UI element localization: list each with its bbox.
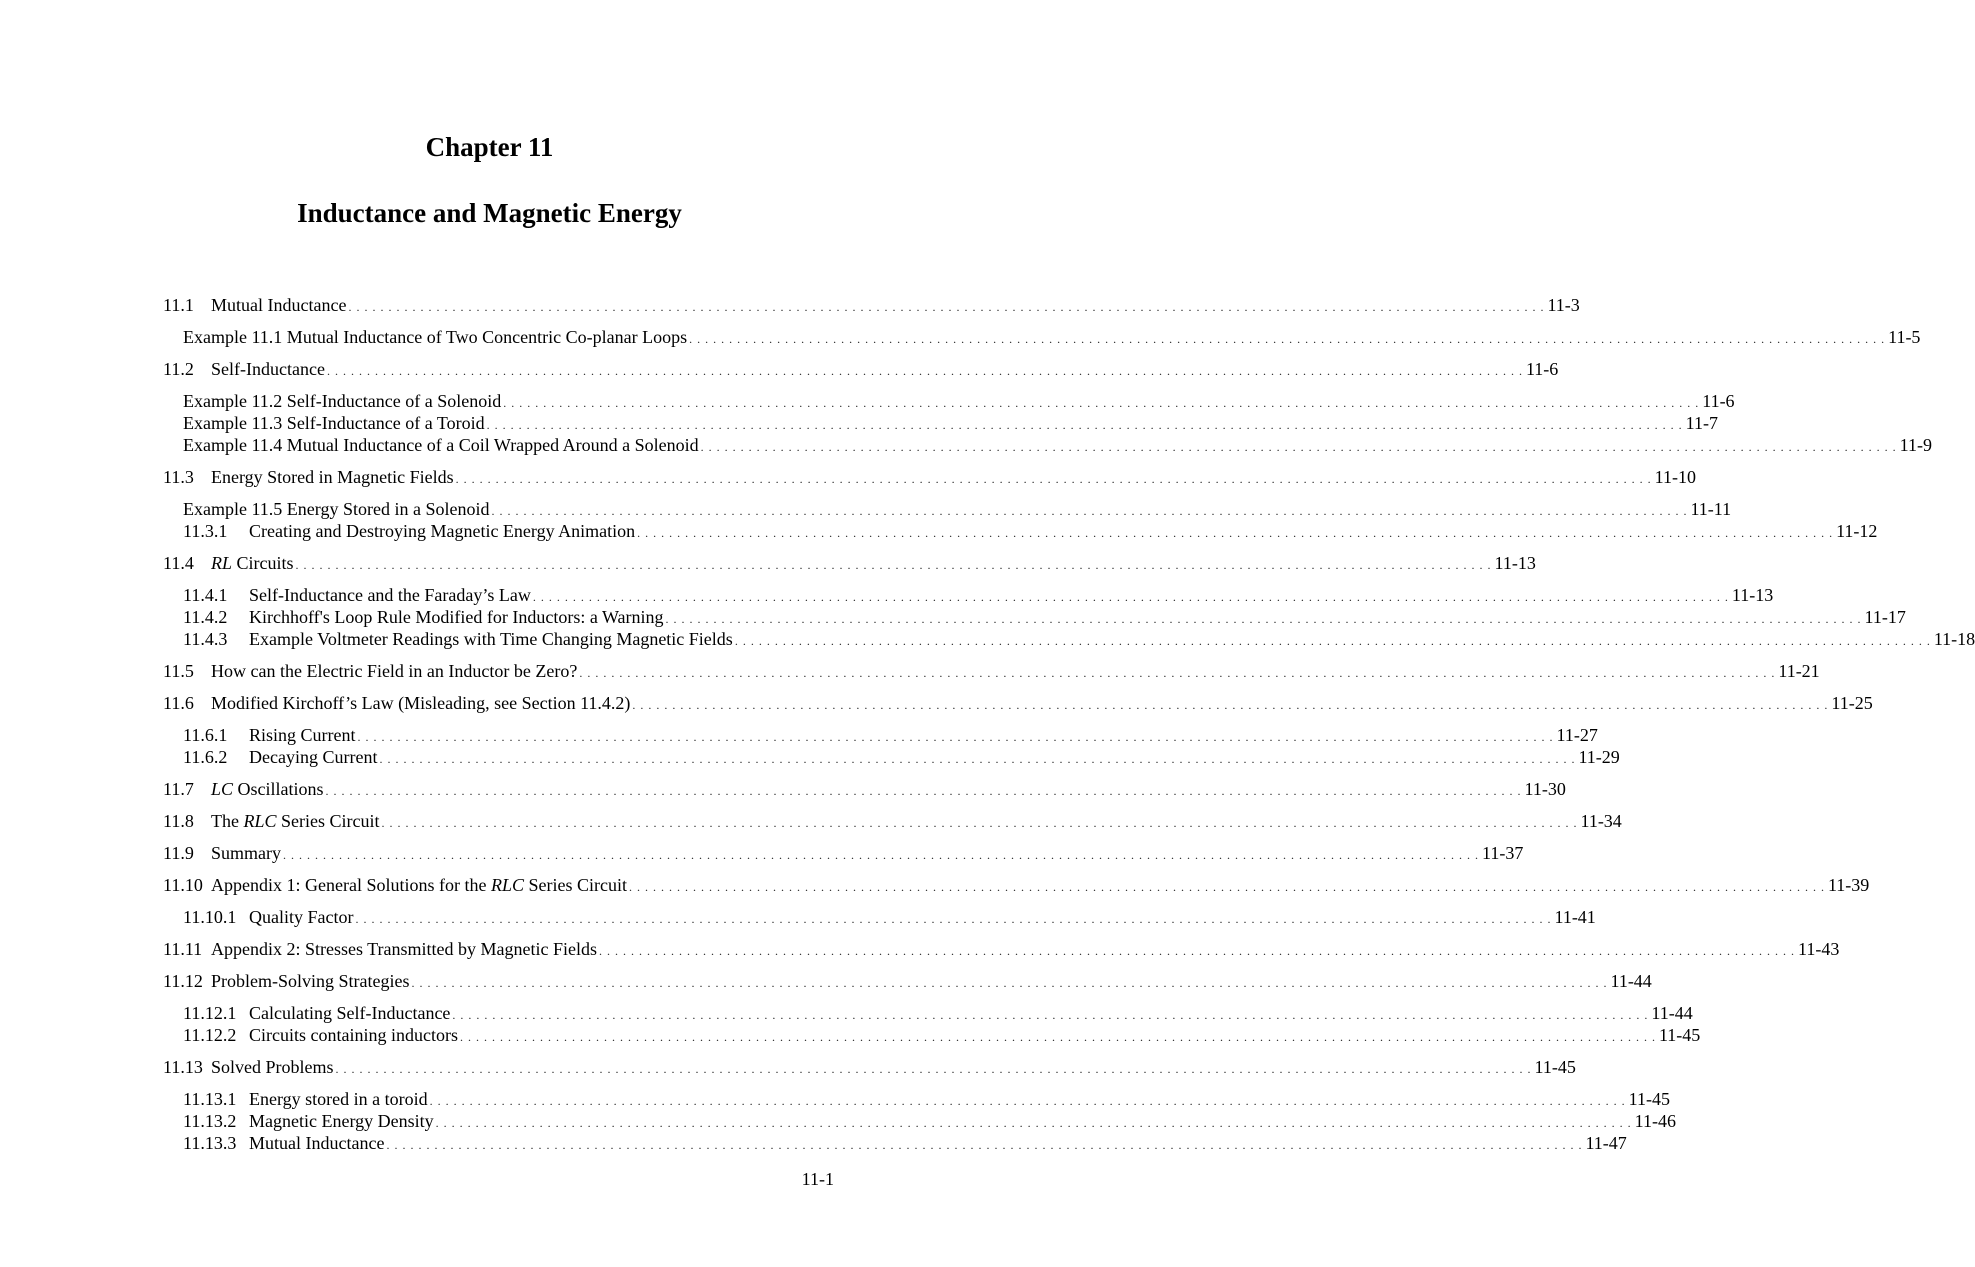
toc-title-part: Series Circuit — [523, 875, 627, 895]
toc-page-number: 11-6 — [1525, 359, 1559, 379]
toc-entry[interactable] — [163, 842, 1524, 864]
toc-section-number: 11.4 — [163, 553, 194, 573]
toc-section-number: 11.4.2 — [183, 607, 228, 627]
toc-section-number: 11.13.1 — [183, 1089, 237, 1109]
toc-entry-title — [249, 1088, 428, 1110]
toc-dot-leader: . . . . . . . . . . . . . . . . . . . . . . . . . . . . . . . . . . . . . . . . . . . . . . . . . . . . . . . . . . . . . . . . . . . . . . . . . . . . . . . . . . . . . . . . . . . . . . . . . . . . . . . . . . . . . . . . . . . . . . . . . . . . . . . . . . . . . . . . . . . . . . . . . . . . . . — [637, 526, 1834, 540]
toc-title-part: Self-Inductance and the Faraday’s Law — [249, 585, 531, 605]
toc-title-part: Example 11.2 Self-Inductance of a Solenoid — [183, 391, 502, 411]
toc-dot-leader: . . . . . . . . . . . . . . . . . . . . . . . . . . . . . . . . . . . . . . . . . . . . . . . . . . . . . . . . . . . . . . . . . . . . . . . . . . . . . . . . . . . . . . . . . . . . . . . . . . . . . . . . . . . . . . . . . . . . . . . . . . . . . . . . . . . . . . . . . . . . . . . . . . . . . . — [632, 698, 1829, 712]
toc-entry-title — [211, 970, 409, 992]
toc-page-number: 11-11 — [1690, 499, 1732, 519]
toc-entry[interactable] — [163, 724, 1598, 746]
toc-page-number: 11-18 — [1933, 629, 1975, 649]
toc-dot-leader: . . . . . . . . . . . . . . . . . . . . . . . . . . . . . . . . . . . . . . . . . . . . . . . . . . . . . . . . . . . . . . . . . . . . . . . . . . . . . . . . . . . . . . . . . . . . . . . . . . . . . . . . . . . . . . . . . . . . . . . . . . . . . . . . . . . . . . . . . . . . . . . . . . . . . . — [335, 1062, 1532, 1076]
toc-title-italic-part: LC — [211, 779, 234, 799]
toc-entry[interactable] — [163, 1110, 1676, 1132]
toc-entry-title — [211, 466, 454, 488]
toc-dot-leader: . . . . . . . . . . . . . . . . . . . . . . . . . . . . . . . . . . . . . . . . . . . . . . . . . . . . . . . . . . . . . . . . . . . . . . . . . . . . . . . . . . . . . . . . . . . . . . . . . . . . . . . . . . . . . . . . . . . . . . . . . . . . . . . . . . . . . . . . . . . . . . . . . . . . . . — [486, 418, 1683, 432]
toc-page-number: 11-44 — [1651, 1003, 1693, 1023]
toc-entry[interactable] — [163, 412, 1718, 434]
toc-entry-title — [211, 874, 627, 896]
toc-entry-title — [249, 1132, 384, 1154]
toc-entry[interactable] — [163, 358, 1559, 380]
toc-title-part: Kirchhoff's Loop Rule Modified for Inductors: a Warning — [249, 607, 664, 627]
toc-section-number: 11.6.1 — [183, 725, 228, 745]
toc-section-number: 11.9 — [163, 843, 194, 863]
toc-entry[interactable] — [163, 906, 1596, 928]
toc-entry-title — [183, 498, 489, 520]
toc-page-number: 11-43 — [1798, 939, 1840, 959]
toc-section-number: 11.8 — [163, 811, 194, 831]
toc-entry-title — [183, 412, 485, 434]
toc-section-number: 11.13 — [163, 1057, 203, 1077]
toc-page-number: 11-37 — [1482, 843, 1524, 863]
toc-title-part: Creating and Destroying Magnetic Energy Animation — [249, 521, 636, 541]
toc-dot-leader: . . . . . . . . . . . . . . . . . . . . . . . . . . . . . . . . . . . . . . . . . . . . . . . . . . . . . . . . . . . . . . . . . . . . . . . . . . . . . . . . . . . . . . . . . . . . . . . . . . . . . . . . . . . . . . . . . . . . . . . . . . . . . . . . . . . . . . . . . . . . . . . . . . . . . . — [411, 976, 1608, 990]
toc-entry[interactable] — [163, 606, 1906, 628]
toc-title-part: Circuits — [232, 553, 294, 573]
toc-section-number: 11.12.1 — [183, 1003, 237, 1023]
toc-page-number: 11-9 — [1899, 435, 1932, 455]
toc-dot-leader: . . . . . . . . . . . . . . . . . . . . . . . . . . . . . . . . . . . . . . . . . . . . . . . . . . . . . . . . . . . . . . . . . . . . . . . . . . . . . . . . . . . . . . . . . . . . . . . . . . . . . . . . . . . . . . . . . . . . . . . . . . . . . . . . . . . . . . . . . . . . . . . . . . . . . . — [429, 1094, 1626, 1108]
toc-entry-title — [211, 552, 294, 574]
toc-entry[interactable] — [163, 434, 1932, 456]
toc-page-number: 11-39 — [1827, 875, 1870, 895]
toc-entry[interactable] — [163, 874, 1870, 896]
toc-title-part: Decaying Current — [249, 747, 378, 767]
toc-entry[interactable] — [163, 1002, 1693, 1024]
toc-entry-title — [211, 938, 597, 960]
toc-dot-leader: . . . . . . . . . . . . . . . . . . . . . . . . . . . . . . . . . . . . . . . . . . . . . . . . . . . . . . . . . . . . . . . . . . . . . . . . . . . . . . . . . . . . . . . . . . . . . . . . . . . . . . . . . . . . . . . . . . . . . . . . . . . . . . . . . . . . . . . . . . . . . . . . . . . . . . — [459, 1030, 1656, 1044]
toc-section-number: 11.3 — [163, 467, 194, 487]
toc-title-part: Example 11.5 Energy Stored in a Solenoid — [183, 499, 490, 519]
toc-dot-leader: . . . . . . . . . . . . . . . . . . . . . . . . . . . . . . . . . . . . . . . . . . . . . . . . . . . . . . . . . . . . . . . . . . . . . . . . . . . . . . . . . . . . . . . . . . . . . . . . . . . . . . . . . . . . . . . . . . . . . . . . . . . . . . . . . . . . . . . . . . . . . . . . . . . . . . — [283, 848, 1479, 862]
toc-page-number: 11-7 — [1685, 413, 1718, 433]
toc-entry[interactable] — [163, 498, 1732, 520]
toc-page-number: 11-17 — [1864, 607, 1906, 627]
toc-entry-title — [211, 842, 281, 864]
toc-dot-leader: . . . . . . . . . . . . . . . . . . . . . . . . . . . . . . . . . . . . . . . . . . . . . . . . . . . . . . . . . . . . . . . . . . . . . . . . . . . . . . . . . . . . . . . . . . . . . . . . . . . . . . . . . . . . . . . . . . . . . . . . . . . . . . . . . . . . . . . . . . . . . . . . . . . . . . — [326, 364, 1523, 378]
toc-page-number: 11-3 — [1547, 295, 1580, 315]
toc-title-part: Example 11.4 Mutual Inductance of a Coil Wrapped Around a Solenoid — [183, 435, 699, 455]
toc-title-part: Self-Inductance — [211, 359, 325, 379]
toc-page-number: 11-41 — [1554, 907, 1596, 927]
toc-dot-leader: . . . . . . . . . . . . . . . . . . . . . . . . . . . . . . . . . . . . . . . . . . . . . . . . . . . . . . . . . . . . . . . . . . . . . . . . . . . . . . . . . . . . . . . . . . . . . . . . . . . . . . . . . . . . . . . . . . . . . . . . . . . . . . . . . . . . . . . . . . . . . . . . . . . . . . — [665, 612, 1862, 626]
toc-dot-leader: . . . . . . . . . . . . . . . . . . . . . . . . . . . . . . . . . . . . . . . . . . . . . . . . . . . . . . . . . . . . . . . . . . . . . . . . . . . . . . . . . . . . . . . . . . . . . . . . . . . . . . . . . . . . . . . . . . . . . . . . . . . . . . . . . . . . . . . . . . . . . . . . . . . . . . — [295, 558, 1492, 572]
toc-entry-title — [211, 660, 577, 682]
toc-entry[interactable] — [163, 778, 1566, 800]
toc-dot-leader: . . . . . . . . . . . . . . . . . . . . . . . . . . . . . . . . . . . . . . . . . . . . . . . . . . . . . . . . . . . . . . . . . . . . . . . . . . . . . . . . . . . . . . . . . . . . . . . . . . . . . . . . . . . . . . . . . . . . . . . . . . . . . . . . . . . . . . . . . . . . . . . . . . . . . . — [325, 784, 1522, 798]
toc-entry[interactable] — [163, 390, 1735, 412]
toc-title-italic-part: RL — [211, 553, 233, 573]
toc-section-number: 11.4.3 — [183, 629, 228, 649]
toc-page-number: 11-13 — [1494, 553, 1536, 573]
toc-title-part: Rising Current — [249, 725, 356, 745]
toc-title-part: Example 11.3 Self-Inductance of a Toroid — [183, 413, 485, 433]
toc-entry-title — [211, 692, 630, 714]
toc-page-number: 11-27 — [1556, 725, 1598, 745]
toc-dot-leader: . . . . . . . . . . . . . . . . . . . . . . . . . . . . . . . . . . . . . . . . . . . . . . . . . . . . . . . . . . . . . . . . . . . . . . . . . . . . . . . . . . . . . . . . . . . . . . . . . . . . . . . . . . . . . . . . . . . . . . . . . . . . . . . . . . . . . . . . . . . . . . . . . . . . . . — [435, 1116, 1632, 1130]
toc-entry-title — [249, 724, 356, 746]
toc-page-number: 11-5 — [1888, 327, 1921, 347]
toc-page-number: 11-45 — [1628, 1089, 1670, 1109]
toc-entry-title — [249, 1024, 458, 1046]
toc-dot-leader: . . . . . . . . . . . . . . . . . . . . . . . . . . . . . . . . . . . . . . . . . . . . . . . . . . . . . . . . . . . . . . . . . . . . . . . . . . . . . . . . . . . . . . . . . . . . . . . . . . . . . . . . . . . . . . . . . . . . . . . . . . . . . . . . . . . . . . . . . . . . . . . . . . . . . . — [599, 944, 1795, 958]
toc-section-number: 11.12 — [163, 971, 203, 991]
toc-entry[interactable] — [163, 584, 1774, 606]
toc-page-number: 11-6 — [1702, 391, 1735, 411]
toc-title-italic-part: RLC — [243, 811, 277, 831]
toc-title-part: Oscillations — [233, 779, 324, 799]
toc-title-part: Example Voltmeter Readings with Time Changing Magnetic Fields — [249, 629, 733, 649]
toc-dot-leader: . . . . . . . . . . . . . . . . . . . . . . . . . . . . . . . . . . . . . . . . . . . . . . . . . . . . . . . . . . . . . . . . . . . . . . . . . . . . . . . . . . . . . . . . . . . . . . . . . . . . . . . . . . . . . . . . . . . . . . . . . . . . . . . . . . . . . . . . . . . . . . . . . . . . . . — [689, 332, 1886, 346]
toc-entry-title — [183, 390, 501, 412]
toc-entry[interactable] — [163, 1024, 1701, 1046]
toc-page-number: 11-30 — [1524, 779, 1566, 799]
toc-entry[interactable] — [163, 628, 1975, 650]
toc-entry[interactable] — [163, 1056, 1576, 1078]
toc-title-part: Energy stored in a toroid — [249, 1089, 428, 1109]
toc-section-number: 11.7 — [163, 779, 194, 799]
toc-dot-leader: . . . . . . . . . . . . . . . . . . . . . . . . . . . . . . . . . . . . . . . . . . . . . . . . . . . . . . . . . . . . . . . . . . . . . . . . . . . . . . . . . . . . . . . . . . . . . . . . . . . . . . . . . . . . . . . . . . . . . . . . . . . . . . . . . . . . . . . . . . . . . . . . . . . . . . — [579, 666, 1776, 680]
toc-dot-leader: . . . . . . . . . . . . . . . . . . . . . . . . . . . . . . . . . . . . . . . . . . . . . . . . . . . . . . . . . . . . . . . . . . . . . . . . . . . . . . . . . . . . . . . . . . . . . . . . . . . . . . . . . . . . . . . . . . . . . . . . . . . . . . . . . . . . . . . . . . . . . . . . . . . . . . — [532, 590, 1729, 604]
toc-section-number: 11.5 — [163, 661, 194, 681]
toc-entry[interactable] — [163, 970, 1652, 992]
toc-page-number: 11-12 — [1836, 521, 1878, 541]
toc-title-part: Magnetic Energy Density — [249, 1111, 434, 1131]
toc-entry-title — [211, 294, 346, 316]
toc-section-number: 11.12.2 — [183, 1025, 237, 1045]
toc-entry-title — [183, 326, 687, 348]
toc-page-number: 11-47 — [1585, 1133, 1627, 1153]
toc-section-number: 11.1 — [163, 295, 194, 315]
toc-dot-leader: . . . . . . . . . . . . . . . . . . . . . . . . . . . . . . . . . . . . . . . . . . . . . . . . . . . . . . . . . . . . . . . . . . . . . . . . . . . . . . . . . . . . . . . . . . . . . . . . . . . . . . . . . . . . . . . . . . . . . . . . . . . . . . . . . . . . . . . . . . . . . . . . . . . . . . — [355, 912, 1552, 926]
toc-page-number: 11-45 — [1658, 1025, 1701, 1045]
toc-entry[interactable] — [163, 552, 1536, 574]
toc-entry[interactable] — [163, 692, 1873, 714]
toc-entry-title — [249, 628, 733, 650]
toc-page-number: 11-44 — [1610, 971, 1652, 991]
toc-dot-leader: . . . . . . . . . . . . . . . . . . . . . . . . . . . . . . . . . . . . . . . . . . . . . . . . . . . . . . . . . . . . . . . . . . . . . . . . . . . . . . . . . . . . . . . . . . . . . . . . . . . . . . . . . . . . . . . . . . . . . . . . . . . . . . . . . . . . . . . . . . . . . . . . . . . . . . — [357, 730, 1554, 744]
toc-dot-leader: . . . . . . . . . . . . . . . . . . . . . . . . . . . . . . . . . . . . . . . . . . . . . . . . . . . . . . . . . . . . . . . . . . . . . . . . . . . . . . . . . . . . . . . . . . . . . . . . . . . . . . . . . . . . . . . . . . . . . . . . . . . . . . . . . . . . . . . . . . . . . . . . . . . . . . — [381, 816, 1578, 830]
toc-page-number: 11-10 — [1654, 467, 1696, 487]
toc-section-number: 11.6.2 — [183, 747, 228, 767]
toc-entry-title — [211, 1056, 334, 1078]
toc-entry-title — [249, 746, 377, 768]
toc-entry-title — [249, 1002, 450, 1024]
toc-dot-leader: . . . . . . . . . . . . . . . . . . . . . . . . . . . . . . . . . . . . . . . . . . . . . . . . . . . . . . . . . . . . . . . . . . . . . . . . . . . . . . . . . . . . . . . . . . . . . . . . . . . . . . . . . . . . . . . . . . . . . . . . . . . . . . . . . . . . . . . . . . . . . . . . . . . . . . — [700, 440, 1897, 454]
toc-dot-leader: . . . . . . . . . . . . . . . . . . . . . . . . . . . . . . . . . . . . . . . . . . . . . . . . . . . . . . . . . . . . . . . . . . . . . . . . . . . . . . . . . . . . . . . . . . . . . . . . . . . . . . . . . . . . . . . . . . . . . . . . . . . . . . . . . . . . . . . . . . . . . . . . . . . . . . — [452, 1008, 1649, 1022]
toc-entry[interactable] — [163, 520, 1878, 542]
toc-entry-title — [211, 778, 324, 800]
toc-dot-leader: . . . . . . . . . . . . . . . . . . . . . . . . . . . . . . . . . . . . . . . . . . . . . . . . . . . . . . . . . . . . . . . . . . . . . . . . . . . . . . . . . . . . . . . . . . . . . . . . . . . . . . . . . . . . . . . . . . . . . . . . . . . . . . . . . . . . . . . . . . . . . . . . . . . . . . — [491, 504, 1688, 518]
toc-dot-leader: . . . . . . . . . . . . . . . . . . . . . . . . . . . . . . . . . . . . . . . . . . . . . . . . . . . . . . . . . . . . . . . . . . . . . . . . . . . . . . . . . . . . . . . . . . . . . . . . . . . . . . . . . . . . . . . . . . . . . . . . . . . . . . . . . . . . . . . . . . . . . . . . . . . . . . — [503, 396, 1700, 410]
toc-entry-title — [211, 810, 379, 832]
toc-dot-leader: . . . . . . . . . . . . . . . . . . . . . . . . . . . . . . . . . . . . . . . . . . . . . . . . . . . . . . . . . . . . . . . . . . . . . . . . . . . . . . . . . . . . . . . . . . . . . . . . . . . . . . . . . . . . . . . . . . . . . . . . . . . . . . . . . . . . . . . . . . . . . . . . . . . . . . — [348, 300, 1545, 314]
toc-title-part: Circuits containing inductors — [249, 1025, 458, 1045]
toc-section-number: 11.2 — [163, 359, 194, 379]
toc-entry-title — [249, 584, 531, 606]
toc-entry-title — [211, 358, 325, 380]
chapter-title: Inductance and Magnetic Energy — [297, 198, 682, 228]
toc-entry-title — [249, 1110, 434, 1132]
toc-dot-leader: . . . . . . . . . . . . . . . . . . . . . . . . . . . . . . . . . . . . . . . . . . . . . . . . . . . . . . . . . . . . . . . . . . . . . . . . . . . . . . . . . . . . . . . . . . . . . . . . . . . . . . . . . . . . . . . . . . . . . . . . . . . . . . . . . . . . . . . . . . . . . . . . . . . . . . — [734, 634, 1931, 648]
toc-section-number: 11.13.2 — [183, 1111, 237, 1131]
toc-title-part: Mutual Inductance — [249, 1133, 385, 1153]
toc-section-number: 11.3.1 — [183, 521, 228, 541]
toc-title-part: Summary — [211, 843, 281, 863]
toc-title-part: Energy Stored in Magnetic Fields — [211, 467, 454, 487]
toc-title-part: Appendix 2: Stresses Transmitted by Magnetic Fields — [211, 939, 597, 959]
toc-title-part: Appendix 1: General Solutions for the — [211, 875, 491, 895]
toc-dot-leader: . . . . . . . . . . . . . . . . . . . . . . . . . . . . . . . . . . . . . . . . . . . . . . . . . . . . . . . . . . . . . . . . . . . . . . . . . . . . . . . . . . . . . . . . . . . . . . . . . . . . . . . . . . . . . . . . . . . . . . . . . . . . . . . . . . . . . . . . . . . . . . . . . . . . . . — [628, 880, 1825, 894]
toc-section-number: 11.10 — [163, 875, 203, 895]
toc-section-number: 11.13.3 — [183, 1133, 237, 1153]
toc-page-number: 11-46 — [1634, 1111, 1676, 1131]
toc-title-part: Quality Factor — [249, 907, 354, 927]
page-number: 11-1 — [801, 1169, 834, 1189]
toc-section-number: 11.10.1 — [183, 907, 237, 927]
toc-entry-title — [249, 906, 353, 928]
toc-entry[interactable] — [163, 810, 1622, 832]
chapter-number-heading: Chapter 11 — [425, 132, 554, 162]
toc-page-number: 11-21 — [1778, 661, 1820, 681]
toc-title-part: Problem-Solving Strategies — [211, 971, 410, 991]
toc-entry-title — [249, 606, 664, 628]
toc-section-number: 11.4.1 — [183, 585, 228, 605]
table-of-contents — [163, 294, 1975, 1154]
toc-entry[interactable] — [163, 466, 1696, 488]
toc-page-number: 11-34 — [1580, 811, 1622, 831]
toc-page-number: 11-45 — [1534, 1057, 1576, 1077]
toc-section-number: 11.6 — [163, 693, 194, 713]
toc-entry[interactable] — [163, 1132, 1627, 1154]
toc-dot-leader: . . . . . . . . . . . . . . . . . . . . . . . . . . . . . . . . . . . . . . . . . . . . . . . . . . . . . . . . . . . . . . . . . . . . . . . . . . . . . . . . . . . . . . . . . . . . . . . . . . . . . . . . . . . . . . . . . . . . . . . . . . . . . . . . . . . . . . . . . . . . . . . . . . . . . . — [455, 472, 1652, 486]
toc-title-part: Mutual Inductance — [211, 295, 347, 315]
toc-entry[interactable] — [163, 746, 1620, 768]
toc-entry[interactable] — [163, 294, 1580, 316]
toc-section-number: 11.11 — [163, 939, 203, 959]
toc-page-number: 11-13 — [1731, 585, 1774, 605]
toc-entry[interactable] — [163, 660, 1820, 682]
toc-title-part: How can the Electric Field in an Inductor be Zero? — [211, 661, 578, 681]
toc-entry[interactable] — [163, 938, 1840, 960]
toc-title-part: Example 11.1 Mutual Inductance of Two Concentric Co-planar Loops — [183, 327, 688, 347]
toc-title-part: Series Circuit — [276, 811, 380, 831]
toc-title-italic-part: RLC — [490, 875, 524, 895]
toc-entry[interactable] — [163, 326, 1921, 348]
toc-entry[interactable] — [163, 1088, 1670, 1110]
toc-page-number: 11-29 — [1578, 747, 1620, 767]
toc-title-part: Calculating Self-Inductance — [249, 1003, 451, 1023]
toc-entry-title — [183, 434, 699, 456]
toc-title-part: Solved Problems — [211, 1057, 334, 1077]
toc-title-part: Modified Kirchoff’s Law (Misleading, see Section 11.4.2) — [211, 693, 631, 713]
toc-dot-leader: . . . . . . . . . . . . . . . . . . . . . . . . . . . . . . . . . . . . . . . . . . . . . . . . . . . . . . . . . . . . . . . . . . . . . . . . . . . . . . . . . . . . . . . . . . . . . . . . . . . . . . . . . . . . . . . . . . . . . . . . . . . . . . . . . . . . . . . . . . . . . . . . . . . . . . — [379, 752, 1576, 766]
toc-title-part: The — [211, 811, 244, 831]
toc-dot-leader: . . . . . . . . . . . . . . . . . . . . . . . . . . . . . . . . . . . . . . . . . . . . . . . . . . . . . . . . . . . . . . . . . . . . . . . . . . . . . . . . . . . . . . . . . . . . . . . . . . . . . . . . . . . . . . . . . . . . . . . . . . . . . . . . . . . . . . . . . . . . . . . . . . . . . . — [386, 1138, 1583, 1152]
toc-page-number: 11-25 — [1831, 693, 1873, 713]
toc-entry-title — [249, 520, 635, 542]
